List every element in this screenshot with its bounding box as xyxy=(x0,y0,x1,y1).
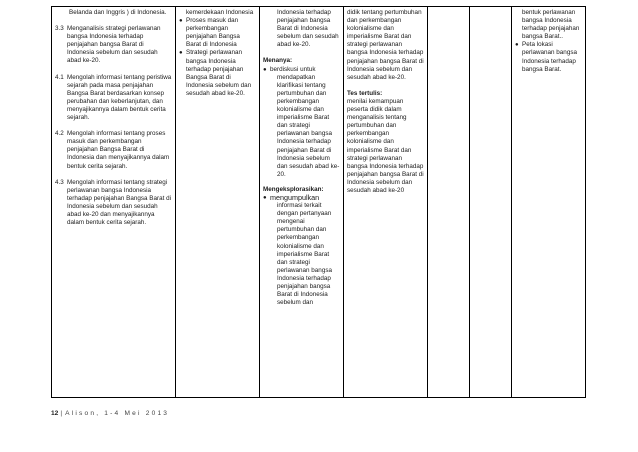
source-bullet xyxy=(515,41,582,73)
syllabus-table xyxy=(51,6,586,398)
competency-lead: Belanda dan Inggris ) di Indonesia. xyxy=(69,9,167,16)
material-lead: kemerdekaan Indonesia xyxy=(186,9,254,16)
competency-text: Mengolah informasi tentang proses masuk dan perkembangan penjajahan Bangsa Barat di Indonesia dan menyajikannya dalam bentuk cerita sejarah. xyxy=(67,130,170,170)
eksplor-bullet xyxy=(263,194,340,202)
source-bullet-text: Peta lokasi perlawanan bangsa Indonesia terhadap bangsa Barat. xyxy=(522,41,577,73)
material-bullet-text: Proses masuk dan perkembangan penjajahan Bangsa Barat di Indonesia xyxy=(186,17,240,49)
material-bullet xyxy=(179,17,256,49)
footer-separator: | xyxy=(60,410,63,417)
activity-lead: Indonesia terhadap penjajahan bangsa Barat di Indonesia sebelum dan sesudah abad ke-20. xyxy=(277,9,339,49)
material-bullet-text: Strategi perlawanan bangsa Indonesia terhadap penjajahan Bangsa Barat di Indonesia sebelum dan sesudah abad ke-20. xyxy=(186,49,252,97)
bullet-icon: ● xyxy=(515,42,519,49)
empty-cell xyxy=(428,7,470,398)
competency-number: 3.3 xyxy=(55,25,64,33)
material-cell xyxy=(176,7,260,398)
tes-text: menilai kemampuan peserta didik dalam menganalisis tentang pertumbuhan dan perkembangan kolonialisme dan imperialisme Barat dan strategi perlawanan bangsa Indonesia terhadap penjajahan bangsa Barat di Indonesia sebelum dan sesudah abad ke-20 xyxy=(347,97,424,194)
competency-number: 4.2 xyxy=(55,130,64,138)
competency-cell xyxy=(52,7,176,398)
bullet-icon: ● xyxy=(179,18,183,25)
competency-item xyxy=(55,179,172,228)
competency-text: Mengolah informasi tentang peristiwa sejarah pada masa penjajahan Bangsa Barat berdasarkan konsep perubahan dan keberlanjutan, dan menyajikannya dalam bentuk cerita sejarah. xyxy=(67,73,172,122)
competency-text: Mengolah informasi tentang strategi perlawanan bangsa Indonesia terhadap penjajahan Bangsa Barat di Indonesia sebelum dan sesudah abad ke-20 dan menyajikannya dalam bentuk cerita sejarah. xyxy=(67,178,171,227)
page-footer xyxy=(51,410,169,417)
menanya-text: mendapatkan klarifikasi tentang pertumbuhan dan perkembangan kolonialisme dan imperialisme Barat dan strategi perlawanan bangsa Indonesia terhadap penjajahan Barat di Indonesia sebelum dan sesudah abad ke-20. xyxy=(277,73,340,178)
bullet-icon: ● xyxy=(263,194,267,201)
tes-heading: Tes tertulis: xyxy=(347,89,383,97)
menanya-heading: Menanya: xyxy=(263,57,293,65)
source-lead: bentuk perlawanan bangsa Indonesia terhadap penjajahan bangsa Barat.. xyxy=(522,9,580,41)
material-bullet xyxy=(179,49,256,98)
menanya-bullet xyxy=(263,66,340,74)
menanya-bullet-text: berdiskusi untuk xyxy=(270,65,316,73)
page-number: 12 xyxy=(51,410,59,417)
competency-item xyxy=(55,25,172,65)
eksplor-text: informasi terkait dengan pertanyaan mengenai pertumbuhan dan perkembangan kolonialisme dan imperialisme Barat dan strategi perlawanan bangsa Indonesia terhadap penjajahan bangsa Barat di Indonesia sebelum dan xyxy=(277,202,332,307)
competency-text: Menganalisis strategi perlawanan bangsa Indonesia terhadap penjajahan bangsa Barat di Indonesia sebelum dan sesudah abad ke-20. xyxy=(67,25,161,65)
assessment-cell xyxy=(344,7,428,398)
eksplor-bullet-text: mengumpulkan xyxy=(270,192,320,202)
activity-cell xyxy=(260,7,344,398)
assessment-lead: didik tentang pertumbuhan dan perkembangan kolonialisme dan imperialisme Barat dan strategi perlawanan bangsa Indonesia terhadap penjajahan bangsa Barat di Indonesia sebelum dan sesudah abad ke-20. xyxy=(347,9,424,81)
table-row xyxy=(52,7,586,398)
competency-item xyxy=(55,74,172,123)
eksplor-heading: Mengeksplorasikan: xyxy=(263,185,324,193)
competency-number: 4.1 xyxy=(55,73,64,81)
competency-number: 4.3 xyxy=(55,178,64,186)
bullet-icon: ● xyxy=(179,50,183,57)
footer-text: Alison, 1-4 Mei 2013 xyxy=(65,410,170,417)
source-cell xyxy=(512,7,586,398)
competency-item xyxy=(55,130,172,170)
bullet-icon: ● xyxy=(263,66,267,73)
empty-cell xyxy=(470,7,512,398)
